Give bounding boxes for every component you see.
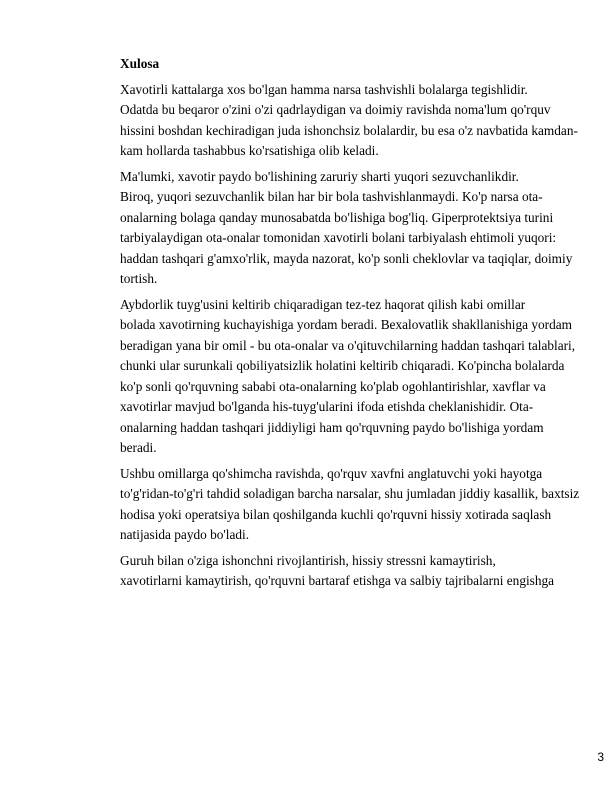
- paragraph-line: to'g'ridan-to'g'ri tahdid soladigan barcha narsalar, shu jumladan jiddiy kasallik, baxtsiz: [120, 486, 580, 501]
- paragraph-line: natijasida paydo bo'ladi.: [120, 527, 250, 542]
- paragraph-line: hodisa yoki operatsiya bilan qoshilganda kuchli qo'rquvni hissiy xotirada saqlash: [120, 506, 552, 522]
- paragraph-line: Aybdorlik tuyg'usini keltirib chiqaradigan tez-tez haqorat qilish kabi omillar: [120, 296, 526, 312]
- paragraph: [86, 295, 576, 459]
- paragraph-list: [86, 80, 580, 592]
- paragraph-line: onalarning bolaga qanday munosabatda bo'lishiga bog'liq. Giperprotektsiya turini: [120, 209, 554, 225]
- paragraph-line: Ushbu omillarga qo'shimcha ravishda, qo'rquv xavfni anglatuvchi yoki hayotga: [120, 465, 543, 481]
- section-heading: Xulosa: [120, 56, 160, 71]
- paragraph-line: ko'p sonli qo'rquvning sababi ota-onalarning ko'plab ogohlantirishlar, xavflar va: [120, 378, 546, 394]
- paragraph-line: bolada xavotirning kuchayishiga yordam beradi. Bexalovatlik shakllanishiga yordam: [120, 317, 572, 332]
- paragraph-line: hissini boshdan kechiradigan juda ishonchsiz bolalardir, bu esa o'z navbatida kamdan-: [120, 122, 578, 138]
- paragraph-line: kam hollarda tashabbus ko'rsatishiga olib keladi.: [120, 143, 379, 158]
- page-number: 3: [597, 750, 604, 764]
- paragraph-line: haddan tashqari g'amxo'rlik, mayda nazorat, ko'p sonli cheklovlar va taqiqlar, doimiy: [120, 250, 573, 266]
- paragraph-line: Xavotirli kattalarga xos bo'lgan hamma narsa tashvishli bolalarga tegishlidir.: [120, 81, 528, 97]
- paragraph-line: tarbiyalaydigan ota-onalar tomonidan xavotirli bolani tarbiyalash ehtimoli yuqori:: [120, 230, 557, 245]
- paragraph-line: Odatda bu beqaror o'zini o'zi qadrlaydigan va doimiy ravishda noma'lum qo'rquv: [120, 102, 551, 117]
- paragraph-line: onalarning haddan tashqari jiddiyligi ham qo'rquvning paydo bo'lishiga yordam: [120, 419, 544, 435]
- document-body: [86, 54, 580, 597]
- paragraph-line: chunki ular surunkali qobiliyatsizlik holatini keltirib chiqaradi. Ko'pincha bolalarda: [120, 358, 565, 373]
- paragraph-line: beradigan yana bir omil - bu ota-onalar va o'qituvchilarning haddan tashqari talablari,: [120, 337, 576, 353]
- paragraph-line: Guruh bilan o'ziga ishonchni rivojlantirish, hissiy stressni kamaytirish,: [120, 552, 496, 568]
- paragraph-line: xavotirlarni kamaytirish, qo'rquvni bartaraf etishga va salbiy tajribalarni engishga: [120, 573, 555, 588]
- paragraph: [86, 464, 580, 546]
- paragraph-line: tortish.: [120, 271, 158, 286]
- paragraph-line: xavotirlar mavjud bo'lganda his-tuyg'ularini ifoda etishda cheklanishidir. Ota-: [120, 399, 534, 414]
- paragraph: [86, 80, 578, 162]
- paragraph-line: Biroq, yuqori sezuvchanlik bilan har bir bola tashvishlanmaydi. Ko'p narsa ota-: [120, 189, 543, 204]
- paragraph: [86, 167, 572, 290]
- paragraph-line: beradi.: [120, 440, 157, 455]
- paragraph: [86, 551, 572, 592]
- paragraph-line: Ma'lumki, xavotir paydo bo'lishining zaruriy sharti yuqori sezuvchanlikdir.: [120, 168, 519, 184]
